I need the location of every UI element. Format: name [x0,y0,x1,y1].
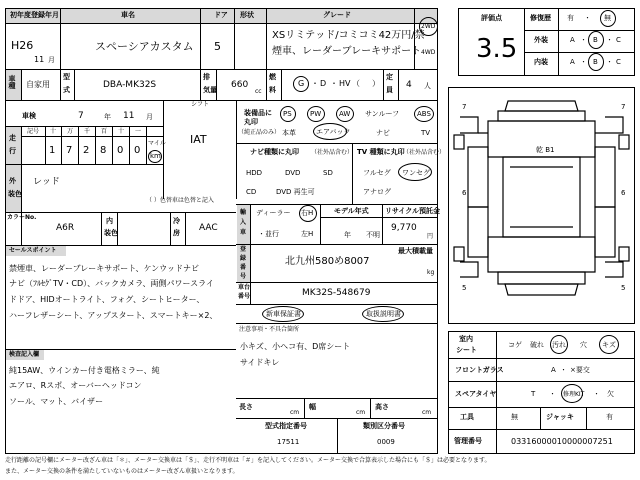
class-label: 類別区分番号 [363,422,405,430]
equipment-label-2: 丸印 [244,118,258,126]
notes-label: 注意事項・不具合箇所 [239,326,300,333]
shape-label: 形状 [240,11,254,19]
drive-2wd: 2WD [421,23,436,30]
seat-scratch: キズ [602,341,616,349]
color-no-label: カラーNo. [7,214,37,221]
grade-line1: XSリミテッド/コミコミ42万円/禁 [272,30,425,41]
mileage-label-1: 走 [9,134,16,142]
first-reg-era: H26 [11,39,34,52]
aircon-label-1: 冷 [173,217,180,225]
sales-line: ナビ（ﾌﾙｾｸﾞTV・CD）、バックカメラ、両側パワースライ [9,279,214,288]
mileage-digit: 1 [49,145,56,156]
exterior-note: （ ）色替車は色替と記入 [146,197,214,204]
height-label: 高さ [375,403,389,411]
exterior-grade-label: 外装 [534,36,548,44]
equip-leather: 本革 [282,129,296,137]
max-load-label: 最大積載量 [398,247,433,255]
width-label: 幅 [309,403,316,411]
grade-label: グレード [323,11,351,19]
exterior-label-2: 装色 [8,190,22,198]
chassis-number: MK32S-548679 [302,288,371,298]
capacity-label-1: 定 [386,73,393,81]
interior-seat-label-1: 室内 [459,335,473,343]
approval-value: 17511 [277,438,300,446]
fuel-label-1: 燃 [269,73,276,81]
control-no-label: 管理番号 [454,437,482,445]
displacement-unit: cc [255,88,262,95]
tools-label: 工具 [460,413,474,421]
equip-nav: ナビ [376,129,390,137]
capacity-unit: 人 [424,82,431,90]
seat-stain: 汚れ [552,341,566,349]
exterior-color: レッド [33,177,60,187]
displacement-value: 660 [231,80,249,90]
inspector-notes-label: 検査記入欄 [9,351,40,358]
car-name-value: スペーシアカスタム [95,40,194,53]
inspection-year: 7 [78,111,84,121]
first-reg-month-unit: 月 [48,56,55,64]
aircon-value: AAC [199,223,218,233]
displacement-label-2: 気量 [203,86,217,94]
score-value: 3.5 [476,34,518,64]
doors-value: 5 [214,40,221,53]
fuel-g: G [298,79,305,88]
first-reg-label: 初年度登録年月 [10,11,59,19]
sales-line: 禁煙車、レーダーブレーキサポート、ケンウッドナビ [9,264,199,273]
color-no-value: A6R [56,223,75,233]
first-reg-month: 11 [34,55,45,64]
nav-dvd-play: DVD 再生可 [276,188,315,196]
recycle-value: 9,770 [391,223,417,233]
import-right-hand: 右H [301,209,314,217]
owners-manual: 取扱説明書 [366,310,401,318]
jack-value: 有 [606,413,613,421]
diagram-label-left: 7 [462,103,467,111]
tv-analog: アナログ [363,188,391,196]
inspector-line: ソール、マット、バイザー [9,397,104,406]
notes-line: 小キズ、小ヘコ有、D席シート [240,342,351,351]
equip-aw: AW [339,110,351,118]
interior-grade-label: 内装 [534,58,548,66]
notes-line: サイドキレ [240,358,280,367]
new-car-warranty: 新車保証書 [266,310,301,318]
door-label: ドア [214,11,228,19]
model-value: DBA-MK32S [103,80,157,90]
mileage-digit: 7 [66,145,73,156]
shift-value: IAT [190,133,207,146]
spare-tire-label: スペアタイヤ [455,390,497,398]
mileage-record-label: 記号 [27,128,40,135]
repair-label: 修復歴 [530,14,551,22]
fuel-d: D [320,79,327,88]
capacity-label-2: 員 [386,86,393,94]
inspector-line: 純15AW、ウインカー付き電格ミラー、純 [9,366,160,375]
interior-seat-label-2: シート [456,346,477,354]
control-no-value: 03316000010000007251 [511,437,613,446]
footer-line2: また、メーター交換の条件を満たしていないものはメーター改ざん車扱いとなります。 [5,468,239,475]
mileage-digit: 8 [100,145,107,156]
drive-4wd: 4WD [421,49,436,56]
model-label-2: 式 [63,86,70,94]
exterior-label-1: 外 [9,177,16,185]
equip-sunroof: サンルーフ [365,110,400,118]
import-dealer: ディーラー [256,209,291,217]
diagram-note: 乾 B1 [536,146,555,154]
mileage-digit: 2 [83,145,90,156]
capacity-value: 4 [406,80,412,90]
model-year-label: モデル年式 [334,207,369,215]
fuel-hv: HV [339,79,351,88]
interior-color-label-2: 装色 [104,229,118,237]
nav-hdd: HDD [246,169,263,177]
seat-burn: コゲ [508,341,522,349]
diagram-label-right: 7 [621,103,626,111]
displacement-label-1: 排 [203,73,210,81]
inspection-label: 車検 [22,112,36,120]
registration-number: 北九州580め8007 [285,256,370,267]
equipment-label-3: （純正品のみ） [238,129,281,136]
seat-tear: 破れ [530,341,544,349]
nav-label: ナビ種類に丸印 [250,148,299,156]
import-left-hand: 左H [301,230,314,238]
equip-pw: PW [310,110,322,118]
aircon-label-2: 房 [173,229,180,237]
tools-value: 無 [511,413,518,421]
sales-line: ドドア、HIDオートライト、フォグ、シートヒーター、 [9,295,205,304]
mileage-digit: 0 [134,145,141,156]
front-glass-label: フロントガラス [455,366,504,374]
equip-tv: TV [421,129,431,137]
class-value: 0009 [377,438,395,446]
mileage-label-2: 行 [9,147,16,155]
vehicle-type-value: 自家用 [26,80,50,89]
mileage-digit: 0 [117,145,124,156]
mileage-unit-km: km [150,152,161,160]
equipment-label-1: 装備品に [244,109,272,117]
score-label: 評価点 [481,14,502,22]
grade-line2: 煙車、レーダーブレーキサポート [272,46,422,57]
interior-color-label-1: 内 [106,217,113,225]
equip-abs: ABS [417,110,431,118]
sales-line: ハーフレザーシート、アップスタート、スマートキー×2、 [9,311,218,320]
nav-sd: SD [323,169,333,177]
shift-label: シフト [191,101,210,108]
nav-dvd: DVD [285,169,301,177]
seat-hole: 穴 [580,341,587,349]
nav-cd: CD [246,188,257,196]
length-label: 長さ [239,403,253,411]
approval-label: 型式指定番号 [265,422,307,430]
recycle-label: リサイクル預託金 [385,207,441,215]
equip-airbag: エアバック [316,128,351,136]
tv-fullseg: フルセグ [363,169,391,177]
model-label-1: 型 [63,73,70,81]
sales-points-label: セールスポイント [9,247,57,254]
inspection-month: 11 [123,111,135,121]
car-name-label: 車名 [121,11,135,19]
tv-oneseg: ワンセグ [402,169,430,177]
jack-label: ジャッキ [546,413,574,421]
inspector-line: エアロ、Rスポ、オーバーヘッドコン [9,381,142,390]
car-diagram [448,87,635,324]
tv-label: TV 種類に丸印 [357,148,405,156]
import-parallel: ・並行 [258,230,279,238]
vehicle-type-label: 車種 [8,75,16,89]
mileage-unit-mile: マイル [148,140,166,147]
footer-line1: 走行距離の記号欄にメーター改ざん車は「＊」、メーター交換車は「＄」、走行不明車は「＃」を記入してください。メーター交換で合算表示した場合にも「＄」は必要となります。 [5,457,491,464]
equip-ps: PS [283,110,292,118]
fuel-label-2: 料 [269,86,276,94]
